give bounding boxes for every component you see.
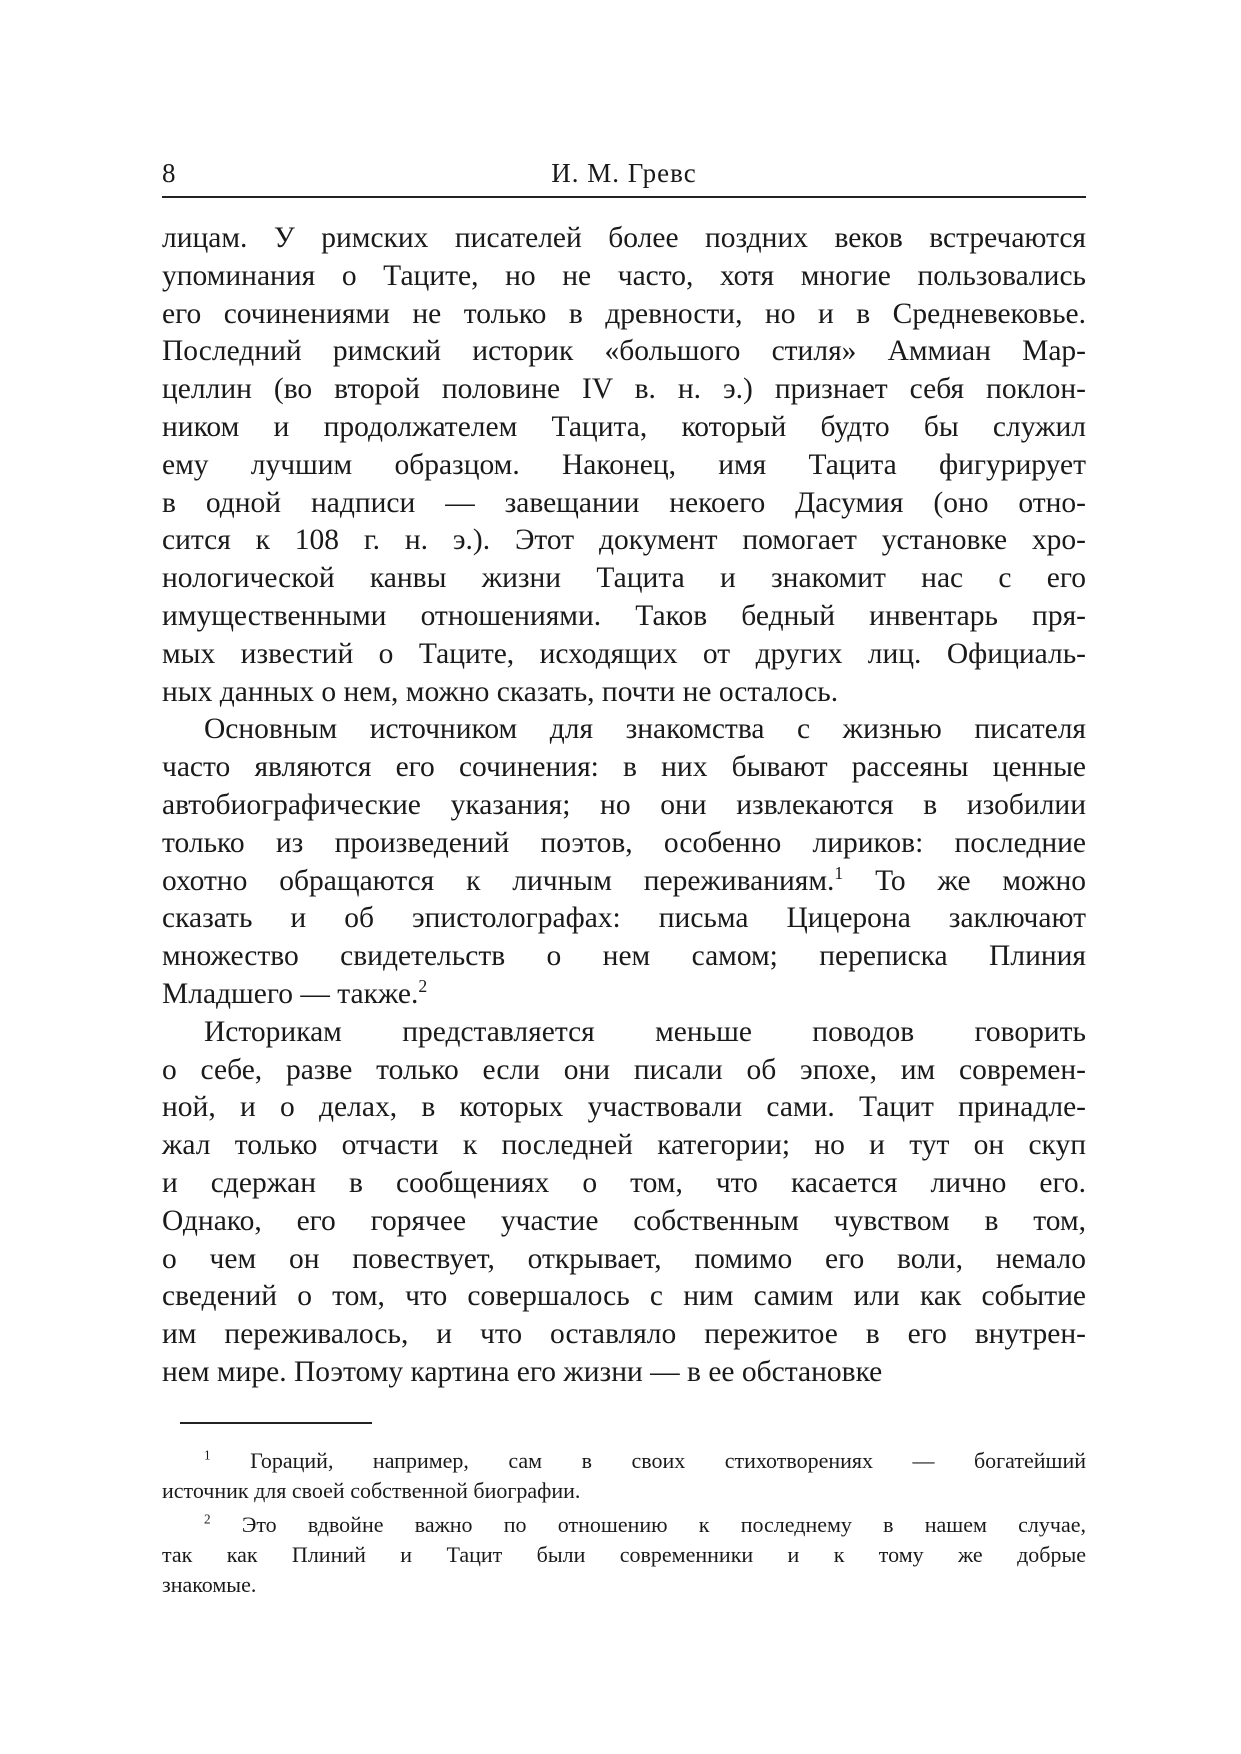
paragraph xyxy=(162,711,1086,1013)
text-line: жал только отчасти к последней категории; но и тут он скуп xyxy=(162,1129,1086,1162)
text-line: сказать и об эпистолографах: письма Цицерона заключают xyxy=(162,902,1086,935)
text-line: сится к 108 г. н. э.). Этот документ помогает установке хро- xyxy=(162,524,1086,557)
footnote-text: так как Плиний и Тацит были современники и к тому же добрые xyxy=(162,1541,1086,1567)
paragraph xyxy=(162,220,1086,711)
text-continuation: То же можно xyxy=(843,864,1086,897)
footnote-mark: 2 xyxy=(418,976,428,997)
footnote-text: Это вдвойне важно по отношению к последнему в нашем случае, xyxy=(241,1511,1086,1537)
text-line: ной, и о делах, в которых участвовали сами. Тацит принадле- xyxy=(162,1091,1086,1124)
text-line: нологической канвы жизни Тацита и знакомит нас с его xyxy=(162,562,1086,595)
footnote xyxy=(162,1446,1086,1506)
page-header xyxy=(162,150,1086,198)
text-line: лицам. У римских писателей более поздних веков встречаются xyxy=(162,222,1086,254)
footnote-text: Гораций, например, сам в своих стихотворениях — богатейший xyxy=(250,1447,1087,1473)
footnote-text: знакомые. xyxy=(162,1571,257,1597)
text-line: в одной надписи — завещании некоего Дасумия (оно отно- xyxy=(162,486,1086,519)
text-line: мых известий о Таците, исходящих от других лиц. Официаль- xyxy=(162,637,1086,670)
text-line: Основным источником для знакомства с жизнью писателя xyxy=(204,713,1086,746)
text-line: имущественными отношениями. Таков бедный инвентарь пря- xyxy=(162,599,1086,632)
text-line: Младшего — также.$^2$ xyxy=(162,976,428,1010)
footnote-line xyxy=(162,1510,1086,1540)
text-line: ных данных о нем, можно сказать, почти не осталось. xyxy=(162,675,839,708)
text-line: им переживалось, и что оставляло пережитое в его внутрен- xyxy=(162,1318,1086,1351)
footnote-number: 2 xyxy=(204,1511,211,1527)
footnote-text: источник для своей собственной биографии. xyxy=(162,1477,581,1503)
footnote-line xyxy=(162,1570,1086,1600)
text-line: и сдержан в сообщениях о том, что касается лично его. xyxy=(162,1166,1086,1199)
text-line: о чем он повествует, открывает, помимо его воли, немало xyxy=(162,1242,1086,1275)
text-line: о себе, разве только если они писали об эпохе, им современ- xyxy=(162,1053,1086,1086)
text-line: сведений о том, что совершалось с ним самим или как событие xyxy=(162,1280,1086,1313)
footnote xyxy=(162,1510,1086,1600)
text-line: только из произведений поэтов, особенно лириков: последние xyxy=(162,826,1086,859)
text-line: часто являются его сочинения: в них бывают рассеяны ценные xyxy=(162,751,1086,784)
book-page xyxy=(162,150,1086,1600)
text-line: упоминания о Таците, но не часто, хотя многие пользовались xyxy=(162,259,1086,292)
footnotes xyxy=(162,1446,1086,1600)
text-line: целлин (во второй половине IV в. н. э.) признает себя поклон- xyxy=(162,373,1086,406)
text-line: его сочинениями не только в древности, но и в Средневековье. xyxy=(162,297,1086,330)
text-line: Однако, его горячее участие собственным чувством в том, xyxy=(162,1204,1086,1237)
text-line: охотно обращаются к личным переживаниям.$^1$ То же можно xyxy=(162,862,1086,897)
footnote-mark: 1 xyxy=(834,862,844,883)
paragraph xyxy=(162,1014,1086,1392)
footnote-divider xyxy=(180,1422,372,1424)
running-head: И. М. Гревс xyxy=(551,158,697,188)
text-line: Последний римский историк «большого стиля» Аммиан Мар- xyxy=(162,335,1086,368)
text-line: множество свидетельств о нем самом; переписка Плиния xyxy=(162,940,1086,973)
footnote-number: 1 xyxy=(204,1447,211,1463)
text-line: ником и продолжателем Тацита, который будто бы служил xyxy=(162,410,1086,443)
text-line: Историкам представляется меньше поводов говорить xyxy=(204,1015,1086,1048)
text-line: ему лучшим образцом. Наконец, имя Тацита фигурирует xyxy=(162,448,1086,481)
text-line: нем мире. Поэтому картина его жизни — в ее обстановке xyxy=(162,1355,883,1388)
page-number: 8 xyxy=(162,158,176,188)
footnote-line xyxy=(162,1446,1086,1476)
footnote-line xyxy=(162,1540,1086,1570)
main-text xyxy=(162,220,1086,1392)
footnote-line xyxy=(162,1476,1086,1506)
text-line: автобиографические указания; но они извлекаются в изобилии xyxy=(162,788,1086,821)
